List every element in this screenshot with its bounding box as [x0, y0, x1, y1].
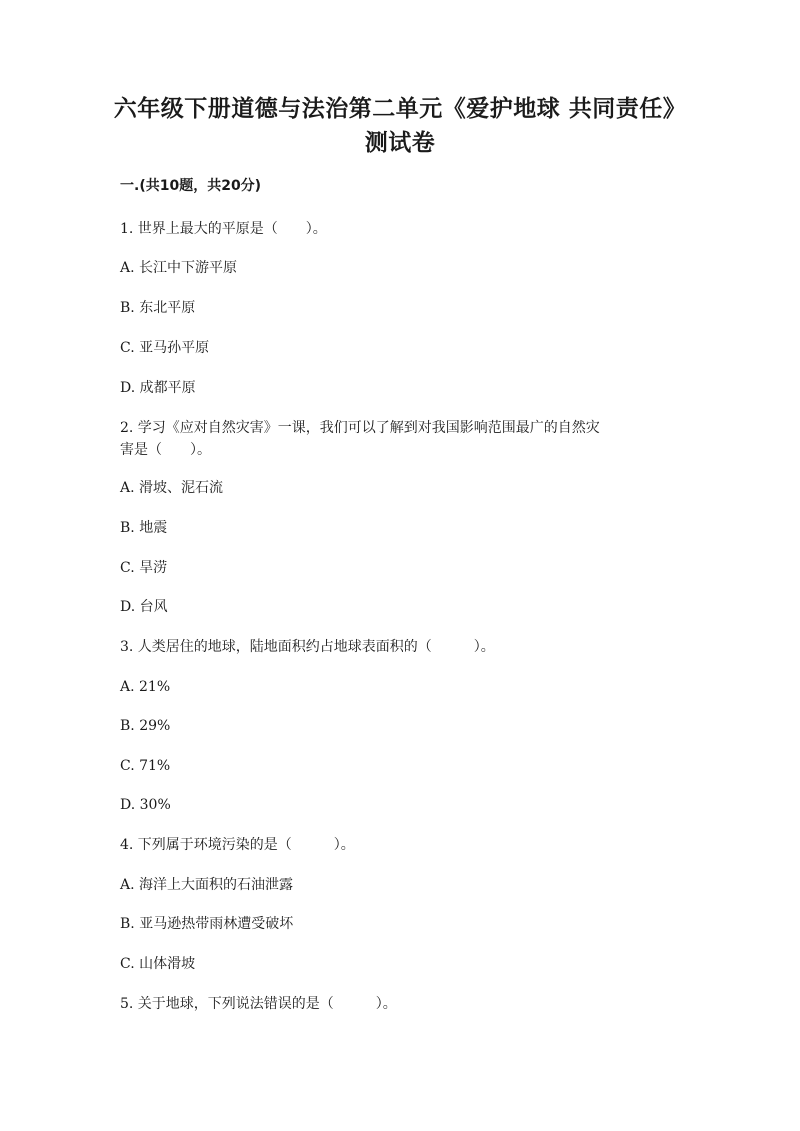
question-5-stem: 5. 关于地球，下列说法错误的是（ ）。: [120, 996, 397, 1012]
question-4-option-a: A. 海洋上大面积的石油泄露: [120, 877, 294, 893]
question-3-option-a: A. 21%: [120, 679, 171, 695]
question-1-stem: 1. 世界上最大的平原是（ ）。: [120, 221, 327, 237]
question-1-option-a: A. 长江中下游平原: [120, 260, 238, 276]
question-4-stem: 4. 下列属于环境污染的是（ ）。: [120, 837, 355, 853]
question-1-option-d: D. 成都平原: [120, 380, 196, 396]
question-2-option-d: D. 台风: [120, 599, 168, 615]
question-3-option-b: B. 29%: [120, 718, 171, 734]
question-4-option-c: C. 山体滑坡: [120, 956, 196, 972]
question-3-option-d: D. 30%: [120, 797, 171, 813]
question-4-option-b: B. 亚马逊热带雨林遭受破坏: [120, 916, 294, 932]
question-2-stem-line-1: 2. 学习《应对自然灾害》一课，我们可以了解到对我国影响范围最广的自然灾: [120, 420, 600, 436]
question-1-option-b: B. 东北平原: [120, 300, 196, 316]
question-3-stem: 3. 人类居住的地球，陆地面积约占地球表面积的（ ）。: [120, 639, 495, 655]
question-2-option-c: C. 旱涝: [120, 560, 168, 576]
question-2-option-b: B. 地震: [120, 520, 168, 536]
question-2-stem-line-2: 害是（ ）。: [120, 442, 211, 458]
question-1-option-c: C. 亚马孙平原: [120, 340, 210, 356]
section-heading: 一.(共10题，共20分): [120, 178, 262, 194]
question-2-option-a: A. 滑坡、泥石流: [120, 480, 224, 496]
question-3-option-c: C. 71%: [120, 758, 171, 774]
page-title: 六年级下册道德与法治第二单元《爱护地球 共同责任》测试卷: [113, 96, 687, 156]
